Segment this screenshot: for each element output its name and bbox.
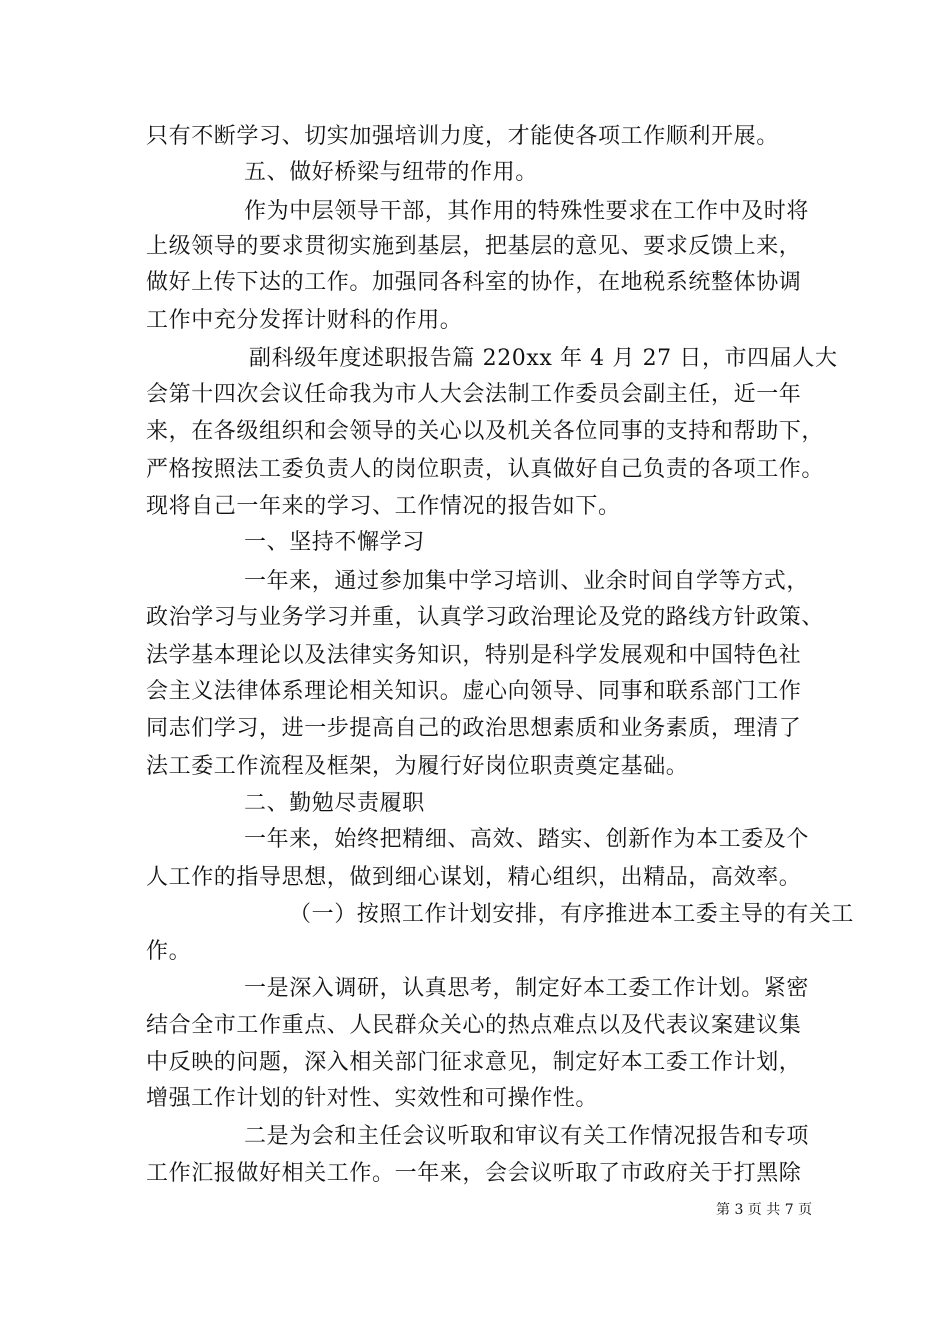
text-line: 会第十四次会议任命我为市人大会法制工作委员会副主任，近一年 <box>146 382 802 407</box>
text-line: 人工作的指导思想，做到细心谋划，精心组织，出精品，高效率。 <box>146 865 802 890</box>
section-heading: 五、做好桥梁与纽带的作用。 <box>244 160 538 185</box>
text-line: 上级领导的要求贯彻实施到基层，把基层的意见、要求反馈上来， <box>146 234 802 259</box>
text-line: 同志们学习，进一步提高自己的政治思想素质和业务素质，理清了 <box>146 716 802 741</box>
text-line: 结合全市工作重点、人民群众关心的热点难点以及代表议案建议集 <box>146 1013 802 1038</box>
text-line: 作为中层领导干部，其作用的特殊性要求在工作中及时将 <box>244 199 810 224</box>
text-line: 中反映的问题，深入相关部门征求意见，制定好本工委工作计划， <box>146 1050 802 1075</box>
page-number: 第 3 页 共 7 页 <box>716 1202 813 1218</box>
text-line: 做好上传下达的工作。加强同各科室的协作，在地税系统整体协调 <box>146 270 802 295</box>
text-line: 来，在各级组织和会领导的关心以及机关各位同事的支持和帮助下， <box>146 419 825 444</box>
text-line: 增强工作计划的针对性、实效性和可操作性。 <box>146 1086 599 1111</box>
text-line: 严格按照法工委负责人的岗位职责，认真做好自己负责的各项工作。 <box>146 457 825 482</box>
text-line: 会主义法律体系理论相关知识。虚心向领导、同事和联系部门工作 <box>146 679 802 704</box>
text-line: 一是深入调研，认真思考，制定好本工委工作计划。紧密 <box>244 976 810 1001</box>
text-line: 工作汇报做好相关工作。一年来，会会议听取了市政府关于打黑除 <box>146 1161 802 1186</box>
text-line: 一年来，通过参加集中学习培训、业余时间自学等方式， <box>244 569 810 594</box>
text-line: 法工委工作流程及框架，为履行好岗位职责奠定基础。 <box>146 754 689 779</box>
text-line: 政治学习与业务学习并重，认真学习政治理论及党的路线方针政策、 <box>146 605 825 630</box>
text-line: 二是为会和主任会议听取和审议有关工作情况报告和专项 <box>244 1124 810 1149</box>
subsection-heading: （一）按照工作计划安排，有序推进本工委主导的有关工 <box>289 902 855 927</box>
section-heading: 二、勤勉尽责履职 <box>244 791 425 816</box>
text-line: 副科级年度述职报告篇 220xx 年 4 月 27 日，市四届人大 <box>249 346 838 371</box>
text-line: 只有不断学习、切实加强培训力度，才能使各项工作顺利开展。 <box>146 124 779 149</box>
text-line: 工作中充分发挥计财科的作用。 <box>146 308 463 333</box>
section-heading: 一、坚持不懈学习 <box>244 530 425 555</box>
text-line: 一年来，始终把精细、高效、踏实、创新作为本工委及个 <box>244 827 810 852</box>
text-line: 现将自己一年来的学习、工作情况的报告如下。 <box>146 494 621 519</box>
text-line: 作。 <box>146 939 192 964</box>
text-line: 法学基本理论以及法律实务知识，特别是科学发展观和中国特色社 <box>146 643 802 668</box>
